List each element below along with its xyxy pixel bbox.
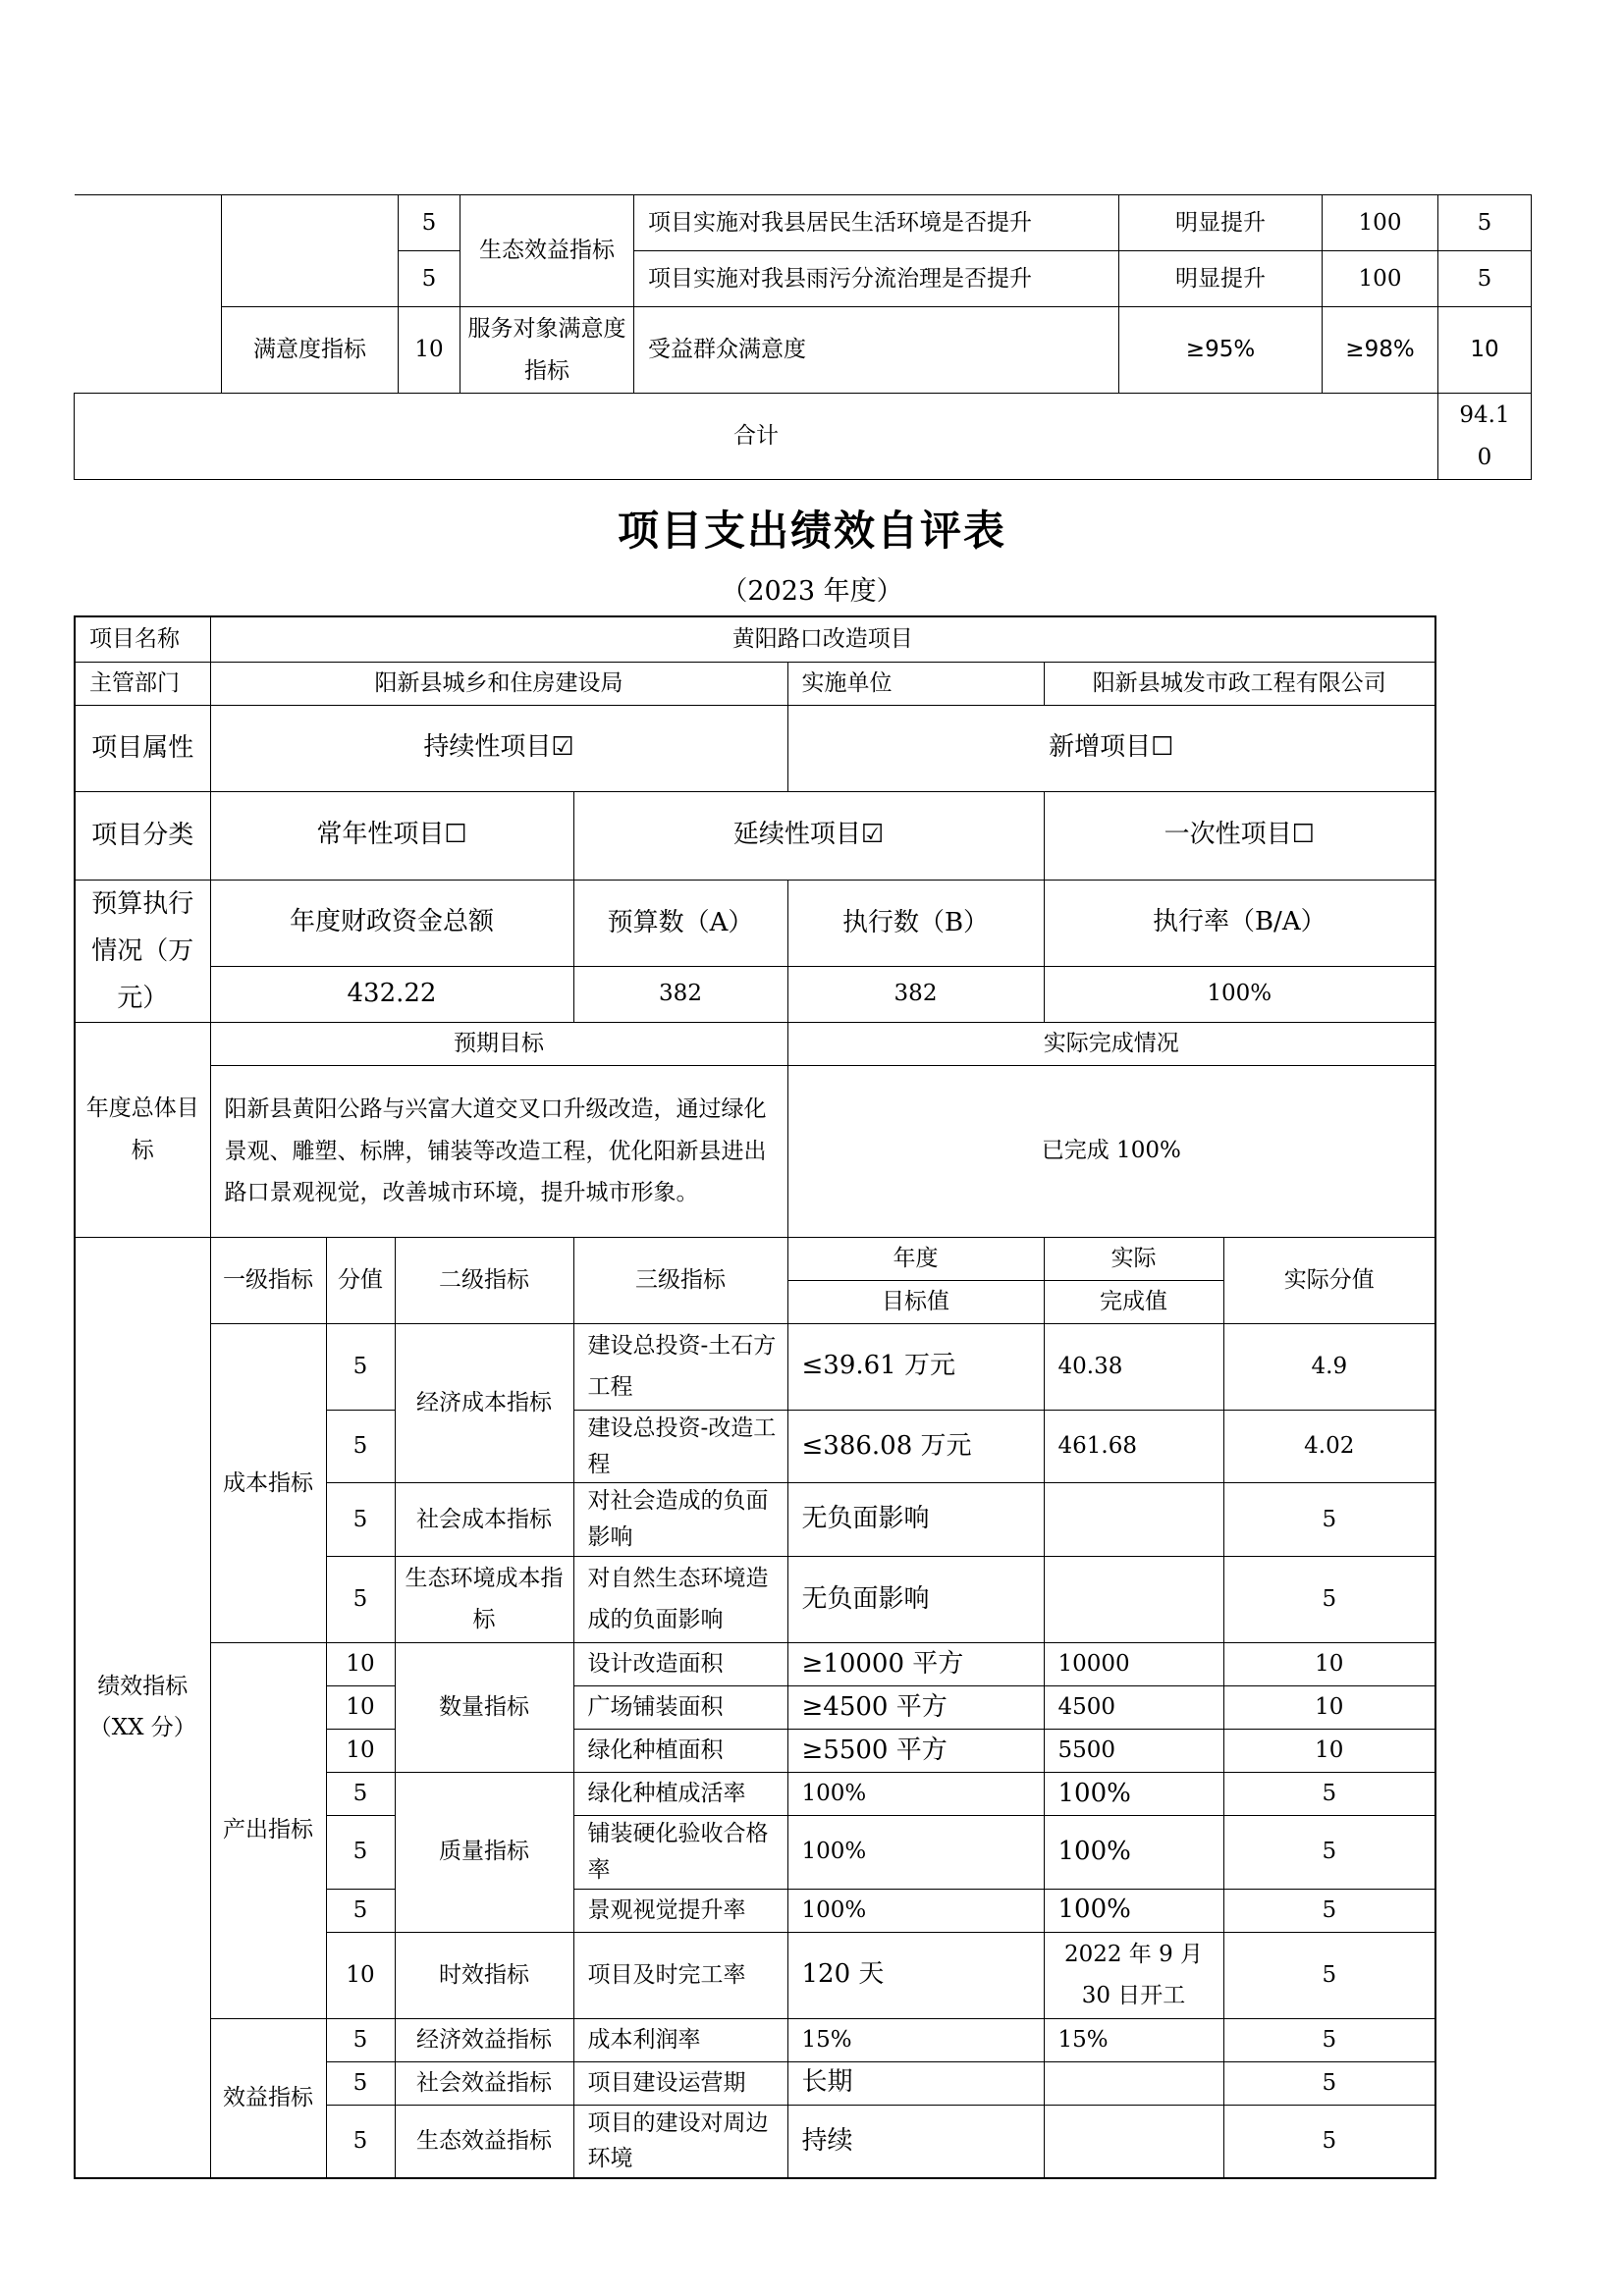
score-cell: 5 [326, 1815, 395, 1889]
target-cell: 明显提升 [1119, 195, 1323, 251]
actual-cell: 10000 [1044, 1642, 1223, 1685]
target-cell: ≤386.08 万元 [787, 1410, 1044, 1483]
sub-eco-benefit: 生态效益指标 [395, 2105, 573, 2178]
score-header: 分值 [326, 1237, 395, 1323]
indicator-cell: 铺装硬化验收合格率 [573, 1815, 787, 1889]
indicator-cell: 对自然生态环境造成的负面影响 [573, 1556, 787, 1642]
points-cell: 10 [1223, 1642, 1435, 1685]
target-cell: ≥4500 平方 [787, 1685, 1044, 1729]
self-evaluation-table [74, 615, 1436, 2179]
score-cell: 5 [326, 2061, 395, 2105]
dept-label: 主管部门 [75, 662, 210, 705]
dept-value: 阳新县城乡和住房建设局 [210, 662, 787, 705]
group-benefit: 效益指标 [210, 2018, 326, 2178]
total-label: 合计 [75, 394, 1438, 480]
perf-label: 绩效指标（XX 分） [75, 1237, 210, 2178]
budget-a-value: 382 [573, 966, 787, 1022]
indicator-cell: 项目实施对我县雨污分流治理是否提升 [634, 251, 1119, 307]
budget-total-label: 年度财政资金总额 [210, 880, 573, 966]
points-header: 实际分值 [1223, 1237, 1435, 1323]
actual-cell: 100 [1323, 251, 1438, 307]
sub-econ-benefit: 经济效益指标 [395, 2018, 573, 2061]
points-cell: 4.02 [1223, 1410, 1435, 1483]
points-cell: 5 [1223, 2105, 1435, 2178]
sub-social-benefit: 社会效益指标 [395, 2061, 573, 2105]
target-cell: 无负面影响 [787, 1483, 1044, 1557]
rate-value: 100% [1044, 966, 1435, 1022]
score-cell: 10 [326, 1932, 395, 2018]
sub-time: 时效指标 [395, 1932, 573, 2018]
target-header-top: 年度 [787, 1237, 1044, 1280]
actual-cell: 461.68 [1044, 1410, 1223, 1483]
indicator-cell: 项目的建设对周边环境 [573, 2105, 787, 2178]
target-cell: 100% [787, 1815, 1044, 1889]
points-cell: 5 [1223, 2061, 1435, 2105]
score-cell: 5 [326, 1889, 395, 1932]
target-header-bottom: 目标值 [787, 1280, 1044, 1323]
indicator-cell: 受益群众满意度 [634, 307, 1119, 394]
indicator-cell: 设计改造面积 [573, 1642, 787, 1685]
goal-label: 年度总体目标 [75, 1022, 210, 1237]
target-cell: 120 天 [787, 1932, 1044, 2018]
actual-cell [1044, 2061, 1223, 2105]
budget-b-label: 执行数（B） [787, 880, 1044, 966]
indicator-cell: 景观视觉提升率 [573, 1889, 787, 1932]
sub-social-cost: 社会成本指标 [395, 1483, 573, 1557]
target-cell: 长期 [787, 2061, 1044, 2105]
group-cost: 成本指标 [210, 1323, 326, 1642]
level3-header: 三级指标 [573, 1237, 787, 1323]
indicator-cell: 项目及时完工率 [573, 1932, 787, 2018]
blank-cell [222, 195, 399, 307]
points-cell: 5 [1223, 1772, 1435, 1815]
score-cell: 5 [399, 251, 460, 307]
actual-cell: 2022 年 9 月 30 日开工 [1044, 1932, 1223, 2018]
class-option-annual: 常年性项目☐ [210, 791, 573, 880]
expected-goal-text: 阳新县黄阳公路与兴富大道交叉口升级改造，通过绿化景观、雕塑、标牌，铺装等改造工程，优化阳新县进出路口景观视觉，改善城市环境，提升城市形象。 [210, 1065, 787, 1237]
actual-cell [1044, 1483, 1223, 1557]
indicator-cell: 项目实施对我县居民生活环境是否提升 [634, 195, 1119, 251]
actual-header-top: 实际 [1044, 1237, 1223, 1280]
indicator-cell: 广场铺装面积 [573, 1685, 787, 1729]
indicator-cell: 建设总投资-改造工程 [573, 1410, 787, 1483]
actual-cell: ≥98% [1323, 307, 1438, 394]
indicator-cell: 绿化种植成活率 [573, 1772, 787, 1815]
indicator-cell: 绿化种植面积 [573, 1729, 787, 1772]
score-cell: 5 [326, 1410, 395, 1483]
actual-cell [1044, 2105, 1223, 2178]
target-cell: 持续 [787, 2105, 1044, 2178]
actual-cell: 100 [1323, 195, 1438, 251]
score-cell: 5 [326, 2105, 395, 2178]
target-cell: 100% [787, 1889, 1044, 1932]
budget-a-label: 预算数（A） [573, 880, 787, 966]
level1-header: 一级指标 [210, 1237, 326, 1323]
year-subtitle: （2023 年度） [721, 576, 903, 607]
score-cell: 10 [399, 307, 460, 394]
indicator-cell: 成本利润率 [573, 2018, 787, 2061]
sub-indicator-cell: 服务对象满意度指标 [460, 307, 634, 394]
points-cell: 5 [1223, 1889, 1435, 1932]
points-cell: 4.9 [1223, 1323, 1435, 1410]
target-cell: 15% [787, 2018, 1044, 2061]
project-name-label: 项目名称 [75, 616, 210, 662]
level1-cell: 满意度指标 [222, 307, 399, 394]
score-cell: 5 [326, 2018, 395, 2061]
actual-cell: 15% [1044, 2018, 1223, 2061]
target-cell: ≥10000 平方 [787, 1642, 1044, 1685]
points-cell: 5 [1223, 1483, 1435, 1557]
target-cell: 100% [787, 1772, 1044, 1815]
unit-label: 实施单位 [787, 662, 1044, 705]
total-value: 94.10 [1438, 394, 1532, 480]
previous-table-fragment [74, 194, 1532, 480]
expected-goal-label: 预期目标 [210, 1022, 787, 1065]
points-cell: 10 [1223, 1685, 1435, 1729]
target-cell: 明显提升 [1119, 251, 1323, 307]
budget-label: 预算执行情况（万元） [75, 880, 210, 1022]
group-output: 产出指标 [210, 1642, 326, 2018]
budget-b-value: 382 [787, 966, 1044, 1022]
sub-eco-cost: 生态环境成本指标 [395, 1556, 573, 1642]
score-cell: 5 [326, 1772, 395, 1815]
attr-label: 项目属性 [75, 705, 210, 791]
sub-econ-cost: 经济成本指标 [395, 1323, 573, 1483]
actual-cell: 100% [1044, 1772, 1223, 1815]
score-cell: 5 [326, 1483, 395, 1557]
actual-goal-label: 实际完成情况 [787, 1022, 1435, 1065]
score-cell: 10 [326, 1729, 395, 1772]
actual-header-bottom: 完成值 [1044, 1280, 1223, 1323]
points-cell: 10 [1438, 307, 1532, 394]
blank-cell [75, 195, 222, 394]
score-cell: 5 [326, 1556, 395, 1642]
actual-cell: 4500 [1044, 1685, 1223, 1729]
actual-cell: 100% [1044, 1889, 1223, 1932]
sub-quantity: 数量指标 [395, 1642, 573, 1772]
points-cell: 5 [1438, 251, 1532, 307]
points-cell: 5 [1223, 1815, 1435, 1889]
target-cell: ≥5500 平方 [787, 1729, 1044, 1772]
actual-cell: 40.38 [1044, 1323, 1223, 1410]
level2-header: 二级指标 [395, 1237, 573, 1323]
actual-cell: 100% [1044, 1815, 1223, 1889]
points-cell: 5 [1223, 2018, 1435, 2061]
score-cell: 5 [326, 1323, 395, 1410]
actual-cell [1044, 1556, 1223, 1642]
budget-total-value: 432.22 [210, 966, 573, 1022]
score-cell: 5 [399, 195, 460, 251]
points-cell: 5 [1223, 1932, 1435, 2018]
rate-label: 执行率（B/A） [1044, 880, 1435, 966]
actual-cell: 5500 [1044, 1729, 1223, 1772]
page-title: 项目支出绩效自评表 [617, 507, 1006, 555]
sub-indicator-cell: 生态效益指标 [460, 195, 634, 307]
target-cell: ≥95% [1119, 307, 1323, 394]
points-cell: 5 [1438, 195, 1532, 251]
target-cell: 无负面影响 [787, 1556, 1044, 1642]
attr-option-continuous: 持续性项目☑ [210, 705, 787, 791]
indicator-cell: 建设总投资-土石方工程 [573, 1323, 787, 1410]
score-cell: 10 [326, 1685, 395, 1729]
project-name: 黄阳路口改造项目 [210, 616, 1435, 662]
attr-option-new: 新增项目☐ [787, 705, 1435, 791]
target-cell: ≤39.61 万元 [787, 1323, 1044, 1410]
sub-quality: 质量指标 [395, 1772, 573, 1932]
class-label: 项目分类 [75, 791, 210, 880]
class-option-extended: 延续性项目☑ [573, 791, 1044, 880]
class-option-onetime: 一次性项目☐ [1044, 791, 1435, 880]
indicator-cell: 对社会造成的负面影响 [573, 1483, 787, 1557]
points-cell: 10 [1223, 1729, 1435, 1772]
score-cell: 10 [326, 1642, 395, 1685]
actual-goal-text: 已完成 100% [787, 1065, 1435, 1237]
unit-value: 阳新县城发市政工程有限公司 [1044, 662, 1435, 705]
indicator-cell: 项目建设运营期 [573, 2061, 787, 2105]
points-cell: 5 [1223, 1556, 1435, 1642]
